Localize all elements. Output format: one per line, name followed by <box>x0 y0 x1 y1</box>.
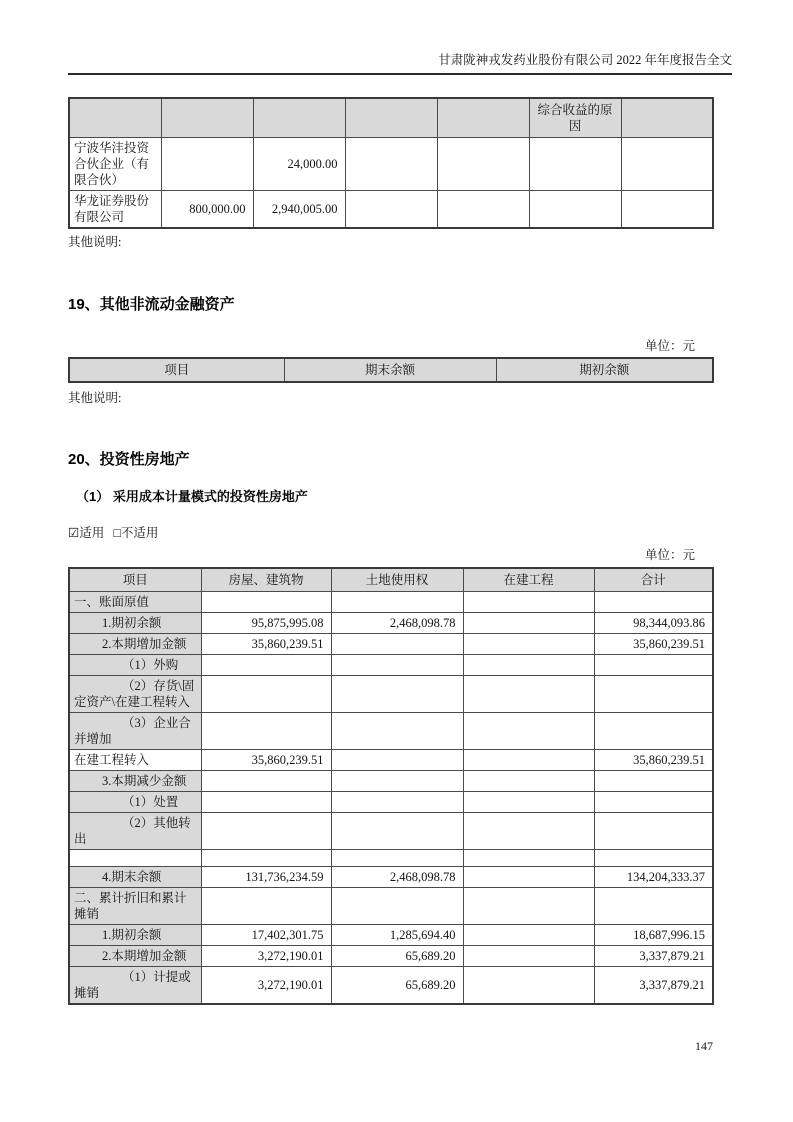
row-label-cell: 2.本期增加金额 <box>69 946 201 967</box>
value-cell <box>463 888 594 925</box>
value-cell: 24,000.00 <box>253 138 345 191</box>
row-label-cell: 一、账面原值 <box>69 592 201 613</box>
header-cell <box>253 98 345 138</box>
value-cell <box>331 634 463 655</box>
value-cell <box>463 792 594 813</box>
unit-label: 单位：元 <box>644 548 695 562</box>
header-cell <box>437 98 529 138</box>
value-cell <box>594 676 713 713</box>
value-cell: 3,337,879.21 <box>594 946 713 967</box>
other-noncurrent-financial-assets-table <box>68 357 714 383</box>
row-label-cell: （2）其他转出 <box>69 813 201 850</box>
page-number: 147 <box>695 1039 713 1053</box>
value-cell <box>463 771 594 792</box>
value-cell <box>331 813 463 850</box>
value-cell <box>594 813 713 850</box>
value-cell: 1,285,694.40 <box>331 925 463 946</box>
value-cell <box>594 655 713 676</box>
value-cell <box>331 750 463 771</box>
header-cell <box>345 98 437 138</box>
value-cell: 3,272,190.01 <box>201 967 331 1005</box>
value-cell <box>594 792 713 813</box>
value-cell <box>463 850 594 867</box>
value-cell <box>463 750 594 771</box>
value-cell: 131,736,234.59 <box>201 867 331 888</box>
table-row <box>69 967 713 1005</box>
table-row <box>69 191 713 229</box>
value-cell <box>594 850 713 867</box>
value-cell: 35,860,239.51 <box>594 750 713 771</box>
value-cell <box>463 613 594 634</box>
table-row <box>69 771 713 792</box>
value-cell <box>201 676 331 713</box>
value-cell: 18,687,996.15 <box>594 925 713 946</box>
value-cell <box>331 792 463 813</box>
table-row <box>69 592 713 613</box>
value-cell: 134,204,333.37 <box>594 867 713 888</box>
value-cell <box>463 867 594 888</box>
value-cell: 35,860,239.51 <box>201 750 331 771</box>
table-row <box>69 946 713 967</box>
value-cell <box>437 191 529 229</box>
header-cell: 期末余额 <box>284 358 496 382</box>
value-cell <box>331 676 463 713</box>
page-header <box>68 0 732 75</box>
value-cell: 65,689.20 <box>331 946 463 967</box>
value-cell <box>463 634 594 655</box>
value-cell <box>529 191 621 229</box>
value-cell <box>331 771 463 792</box>
header-cell <box>69 98 161 138</box>
value-cell <box>463 925 594 946</box>
table-row <box>69 676 713 713</box>
table-row <box>69 750 713 771</box>
header-cell: 在建工程 <box>463 568 594 592</box>
row-label-cell <box>69 850 201 867</box>
value-cell <box>621 191 713 229</box>
value-cell: 800,000.00 <box>161 191 253 229</box>
value-cell: 2,940,005.00 <box>253 191 345 229</box>
row-label-cell: （1）外购 <box>69 655 201 676</box>
value-cell: 2,468,098.78 <box>331 613 463 634</box>
table-header-row <box>69 358 713 382</box>
header-cell: 项目 <box>69 568 201 592</box>
value-cell: 3,337,879.21 <box>594 967 713 1005</box>
table-row <box>69 888 713 925</box>
header-cell: 合计 <box>594 568 713 592</box>
value-cell <box>331 592 463 613</box>
value-cell <box>463 967 594 1005</box>
other-note: 其他说明: <box>68 235 122 249</box>
section-20-subtitle: （1） 采用成本计量模式的投资性房地产 <box>76 489 308 504</box>
row-label-cell: 1.期初余额 <box>69 925 201 946</box>
investment-property-cost-model-table <box>68 567 714 1005</box>
value-cell <box>463 676 594 713</box>
value-cell: 2,468,098.78 <box>331 867 463 888</box>
table-row <box>69 138 713 191</box>
value-cell <box>621 138 713 191</box>
value-cell <box>201 713 331 750</box>
value-cell: 35,860,239.51 <box>201 634 331 655</box>
row-label-cell: （3）企业合并增加 <box>69 713 201 750</box>
value-cell <box>437 138 529 191</box>
value-cell <box>594 713 713 750</box>
table-row <box>69 713 713 750</box>
table-row <box>69 613 713 634</box>
value-cell <box>463 813 594 850</box>
table-row <box>69 792 713 813</box>
section-19-title: 19、其他非流动金融资产 <box>68 296 235 313</box>
header-cell: 房屋、建筑物 <box>201 568 331 592</box>
value-cell <box>331 850 463 867</box>
checkbox-checked-icon: ☑适用 <box>68 526 105 540</box>
table-header-row <box>69 568 713 592</box>
row-label-cell: 宁波华沣投资合伙企业（有限合伙） <box>69 138 161 191</box>
row-label-cell: （1）处置 <box>69 792 201 813</box>
other-note: 其他说明: <box>68 391 122 405</box>
value-cell <box>201 888 331 925</box>
value-cell <box>201 655 331 676</box>
section-20-title: 20、投资性房地产 <box>68 451 190 468</box>
row-label-cell: 在建工程转入 <box>69 750 201 771</box>
table-header-row <box>69 98 713 138</box>
value-cell <box>331 713 463 750</box>
value-cell <box>201 850 331 867</box>
header-cell: 土地使用权 <box>331 568 463 592</box>
value-cell <box>331 655 463 676</box>
applicable-checkboxes <box>68 525 732 541</box>
row-label-cell: 华龙证券股份有限公司 <box>69 191 161 229</box>
value-cell: 35,860,239.51 <box>594 634 713 655</box>
value-cell <box>201 792 331 813</box>
table-row <box>69 925 713 946</box>
row-label-cell: 二、累计折旧和累计摊销 <box>69 888 201 925</box>
value-cell <box>345 191 437 229</box>
value-cell <box>161 138 253 191</box>
value-cell <box>463 713 594 750</box>
value-cell: 17,402,301.75 <box>201 925 331 946</box>
value-cell <box>463 655 594 676</box>
checkbox-unchecked-icon: □不适用 <box>113 526 159 540</box>
table-row <box>69 634 713 655</box>
value-cell: 98,344,093.86 <box>594 613 713 634</box>
value-cell <box>201 771 331 792</box>
value-cell <box>594 592 713 613</box>
value-cell <box>331 888 463 925</box>
page-content <box>68 0 732 1005</box>
value-cell <box>201 592 331 613</box>
header-cell: 期初余额 <box>496 358 713 382</box>
value-cell <box>463 592 594 613</box>
value-cell: 65,689.20 <box>331 967 463 1005</box>
header-cell <box>161 98 253 138</box>
row-label-cell: 3.本期减少金额 <box>69 771 201 792</box>
value-cell <box>345 138 437 191</box>
equity-investment-continuation-table <box>68 97 714 229</box>
unit-label: 单位：元 <box>644 339 695 353</box>
table-row <box>69 655 713 676</box>
row-label-cell: 1.期初余额 <box>69 613 201 634</box>
row-label-cell: 4.期末余额 <box>69 867 201 888</box>
value-cell: 3,272,190.01 <box>201 946 331 967</box>
row-label-cell: （1）计提或摊销 <box>69 967 201 1005</box>
header-cell <box>621 98 713 138</box>
header-cell: 项目 <box>69 358 284 382</box>
table-row <box>69 813 713 850</box>
row-label-cell: 2.本期增加金额 <box>69 634 201 655</box>
row-label-cell: （2）存货\固定资产\在建工程转入 <box>69 676 201 713</box>
value-cell <box>463 946 594 967</box>
report-title: 甘肃陇神戎发药业股份有限公司 2022 年年度报告全文 <box>438 53 732 67</box>
header-cell: 综合收益的原因 <box>529 98 621 138</box>
table-row <box>69 850 713 867</box>
value-cell <box>594 888 713 925</box>
value-cell: 95,875,995.08 <box>201 613 331 634</box>
table-row <box>69 867 713 888</box>
value-cell <box>529 138 621 191</box>
value-cell <box>594 771 713 792</box>
value-cell <box>201 813 331 850</box>
